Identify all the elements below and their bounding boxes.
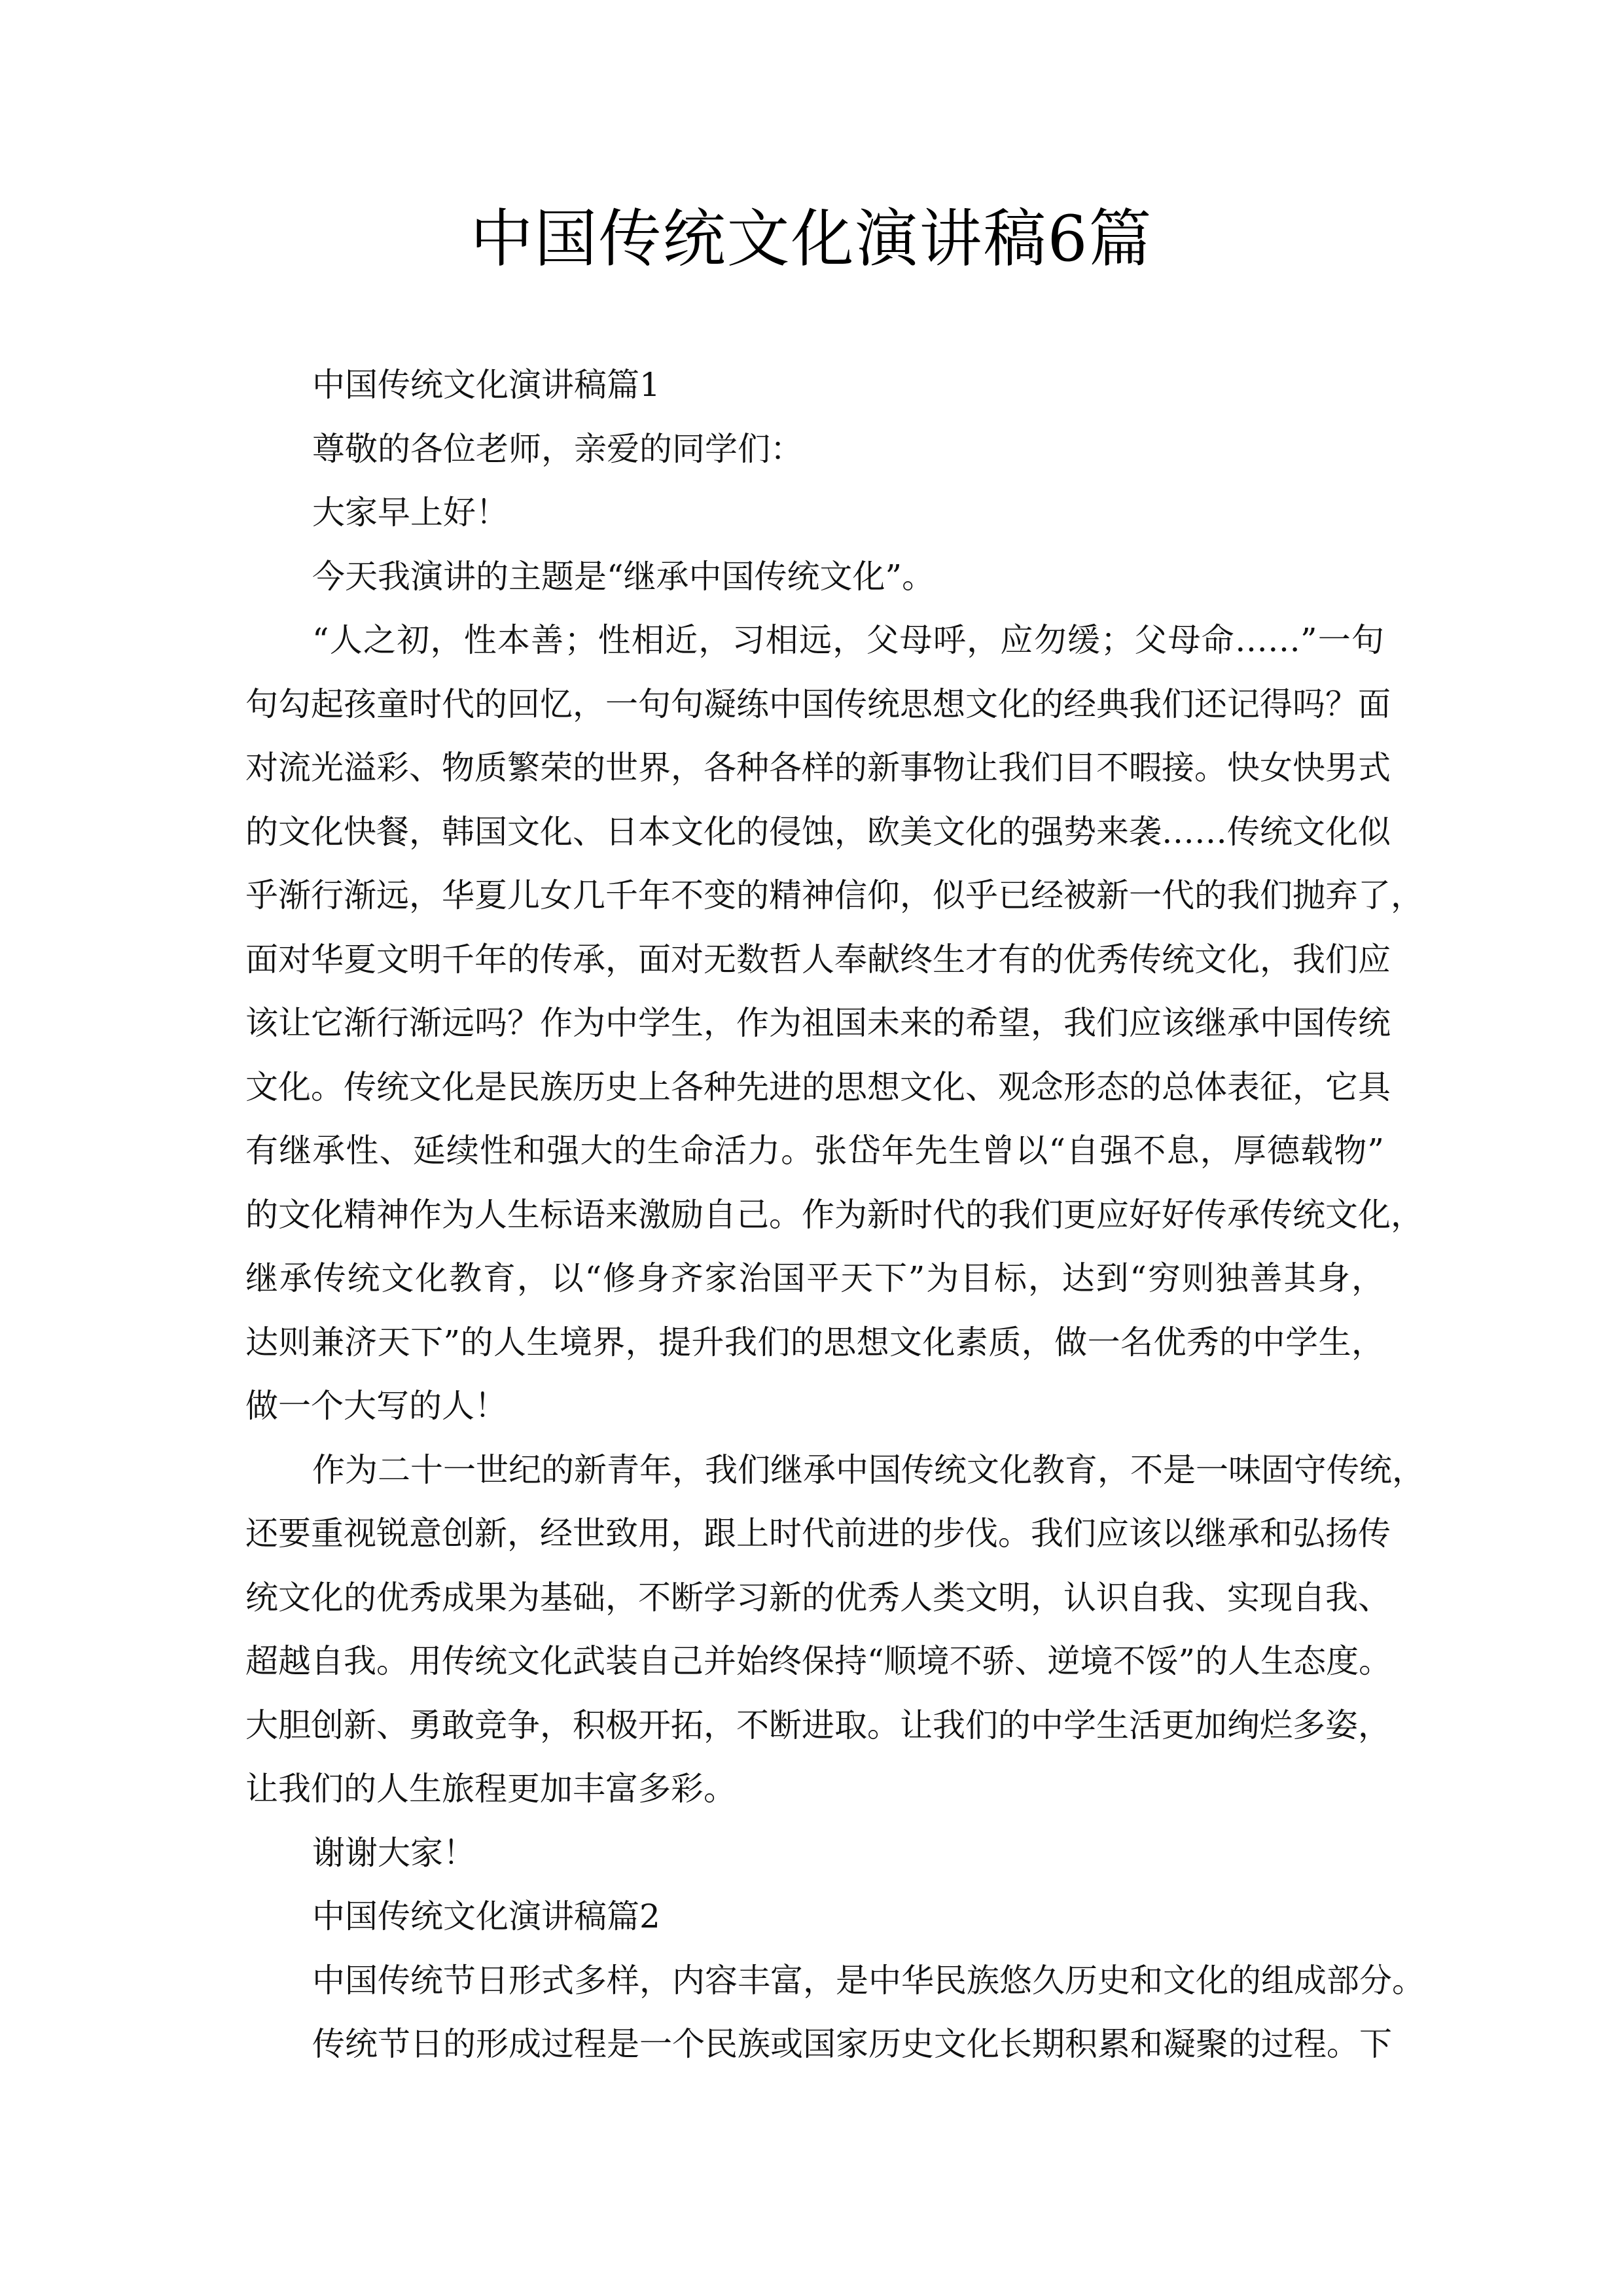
document-title: 中国传统文化演讲稿6篇: [470, 202, 1153, 276]
paragraph-line: “人之初，性本善；性相近，习相远，父母呼，应勿缓；父母命……”一句: [312, 621, 1384, 659]
paragraph-line: 让我们的人生旅程更加丰富多彩。: [245, 1770, 736, 1808]
paragraph-line: 句勾起孩童时代的回忆，一句句凝练中国传统思想文化的经典我们还记得吗？面: [245, 685, 1391, 723]
paragraph-line: 面对华夏文明千年的传承，面对无数哲人奉献终生才有的优秀传统文化，我们应: [245, 940, 1391, 978]
greeting: 大家早上好！: [312, 493, 508, 531]
section-heading-2: 中国传统文化演讲稿篇2: [312, 1897, 660, 1935]
paragraph-line: 乎渐行渐远，华夏儿女几千年不变的精神信仰，似乎已经被新一代的我们抛弃了，: [245, 876, 1423, 914]
paragraph-line: 达则兼济天下”的人生境界，提升我们的思想文化素质，做一名优秀的中学生，: [245, 1323, 1384, 1361]
closing-thanks: 谢谢大家！: [312, 1833, 476, 1872]
document-body: [245, 353, 1425, 2077]
paragraph-line: 有继承性、延续性和强大的生命活力。张岱年先生曾以“自强不息，厚德载物”: [245, 1132, 1384, 1170]
paragraph-line: 文化。传统文化是民族历史上各种先进的思想文化、观念形态的总体表征，它具: [245, 1067, 1391, 1106]
paragraph-line: 的文化精神作为人生标语来激励自己。作为新时代的我们更应好好传承传统文化，: [245, 1195, 1423, 1234]
paragraph-line: 中国传统节日形式多样，内容丰富，是中华民族悠久历史和文化的组成部分。: [312, 1961, 1425, 2000]
paragraph-line: 做一个大写的人！: [245, 1387, 507, 1425]
paragraph-line: 继承传统文化教育，以“修身齐家治国平天下”为目标，达到“穷则独善其身，: [245, 1259, 1384, 1297]
paragraph-line: 还要重视锐意创新，经世致用，跟上时代前进的步伐。我们应该以继承和弘扬传: [245, 1515, 1391, 1552]
paragraph-line: 作为二十一世纪的新青年，我们继承中国传统文化教育，不是一味固守传统，: [312, 1450, 1425, 1489]
paragraph-line: 统文化的优秀成果为基础，不断学习新的优秀人类文明，认识自我、实现自我、: [245, 1578, 1391, 1617]
paragraph-line: 对流光溢彩、物质繁荣的世界，各种各样的新事物让我们目不暇接。快女快男式: [245, 749, 1391, 787]
salutation: 尊敬的各位老师，亲爱的同学们：: [312, 429, 803, 468]
section-heading-1: 中国传统文化演讲稿篇1: [312, 366, 660, 404]
topic-line: 今天我演讲的主题是“继承中国传统文化”。: [312, 557, 935, 596]
paragraph-line: 传统节日的形成过程是一个民族或国家历史文化长期积累和凝聚的过程。下: [312, 2025, 1392, 2063]
paragraph-line: 大胆创新、勇敢竞争，积极开拓，不断进取。让我们的中学生活更加绚烂多姿，: [245, 1706, 1391, 1744]
paragraph-line: 的文化快餐，韩国文化、日本文化的侵蚀，欧美文化的强势来袭……传统文化似: [245, 812, 1391, 851]
paragraph-line: 超越自我。用传统文化武装自己并始终保持“顺境不骄、逆境不馁”的人生态度。: [245, 1642, 1392, 1680]
paragraph-line: 该让它渐行渐远吗？作为中学生，作为祖国未来的希望，我们应该继承中国传统: [245, 1004, 1391, 1042]
